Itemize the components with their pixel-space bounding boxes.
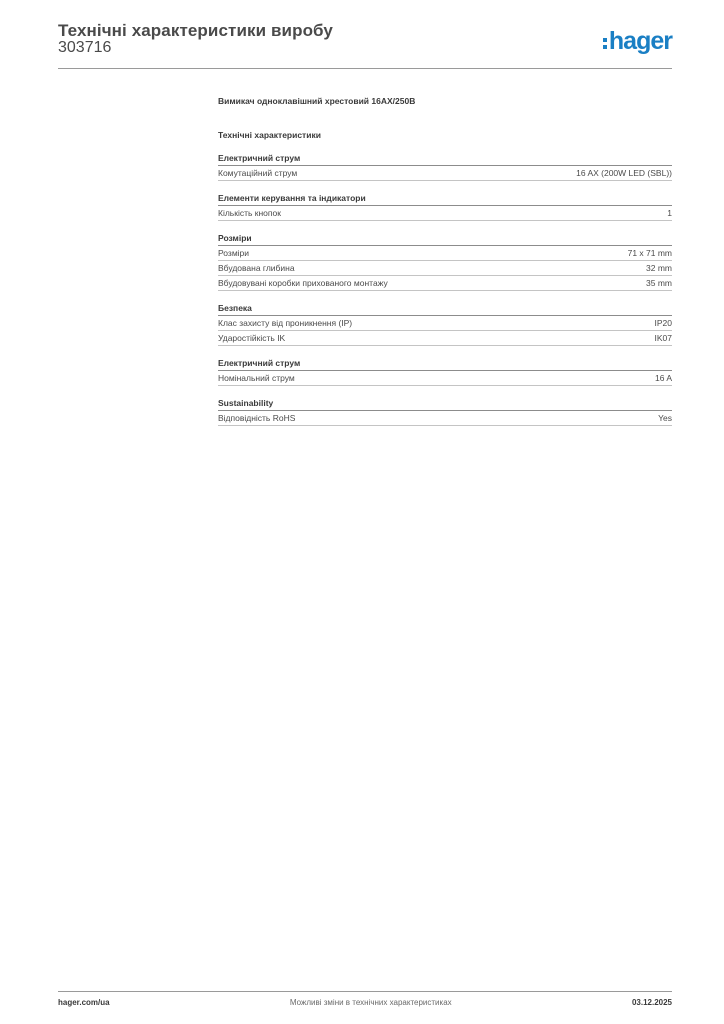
spec-label: Клас захисту від проникнення (IP) [218,318,353,328]
spec-row [218,206,672,221]
footer-website-link[interactable]: hager.com/ua [58,998,110,1007]
spec-label: Відповідність RoHS [218,413,296,423]
page-footer [58,998,672,1007]
spec-label: Номінальний струм [218,373,295,383]
group-title: Електричний струм [218,357,672,371]
spec-label: Вбудовувані коробки прихованого монтажу [218,278,388,288]
spec-value: 35 mm [646,278,672,288]
spec-row [218,331,672,346]
spec-group-electric-current [218,152,672,181]
group-title: Елементи керування та індикатори [218,192,672,206]
spec-row [218,276,672,291]
group-title: Розміри [218,232,672,246]
spec-row [218,316,672,331]
spec-group-safety [218,302,672,346]
spec-value: 16 AX (200W LED (SBL)) [576,168,672,178]
spec-label: Вбудована глибина [218,263,295,273]
spec-label: Кількість кнопок [218,208,281,218]
spec-label: Комутаційний струм [218,168,298,178]
spec-row [218,371,672,386]
group-title: Sustainability [218,397,672,411]
spec-group-rated-current [218,357,672,386]
product-code: 303716 [58,39,112,56]
spec-group-controls [218,192,672,221]
footer-notice: Можливі зміни в технічних характеристиках [289,998,452,1007]
footer-divider [58,991,672,992]
spec-value: 16 A [654,373,672,383]
group-title: Безпека [218,302,672,316]
spec-row [218,246,672,261]
spec-value: 1 [667,208,672,218]
spec-value: Yes [658,413,672,423]
page-title: Технічні характеристики виробу [58,21,333,40]
spec-value: IK07 [654,333,672,343]
spec-label: Ударостійкість IK [218,333,286,343]
spec-row [218,411,672,426]
product-name: Вимикач одноклавішний хрестовий 16AX/250B [218,96,416,106]
spec-row [218,261,672,276]
section-heading: Технічні характеристики [218,130,321,140]
spec-content [218,95,672,426]
spec-group-dimensions [218,232,672,291]
spec-value: 71 x 71 mm [627,248,672,258]
footer-date: 03.12.2025 [631,998,672,1007]
spec-row [218,166,672,181]
spec-value: 32 mm [646,263,672,273]
spec-group-sustainability [218,397,672,426]
spec-label: Розміри [218,248,250,258]
spec-value: IP20 [654,318,672,328]
logo-text: hager [608,26,672,55]
group-title: Електричний струм [218,152,672,166]
header-divider [58,68,672,69]
logo-colon-icon [603,38,607,49]
hager-logo [603,26,672,56]
